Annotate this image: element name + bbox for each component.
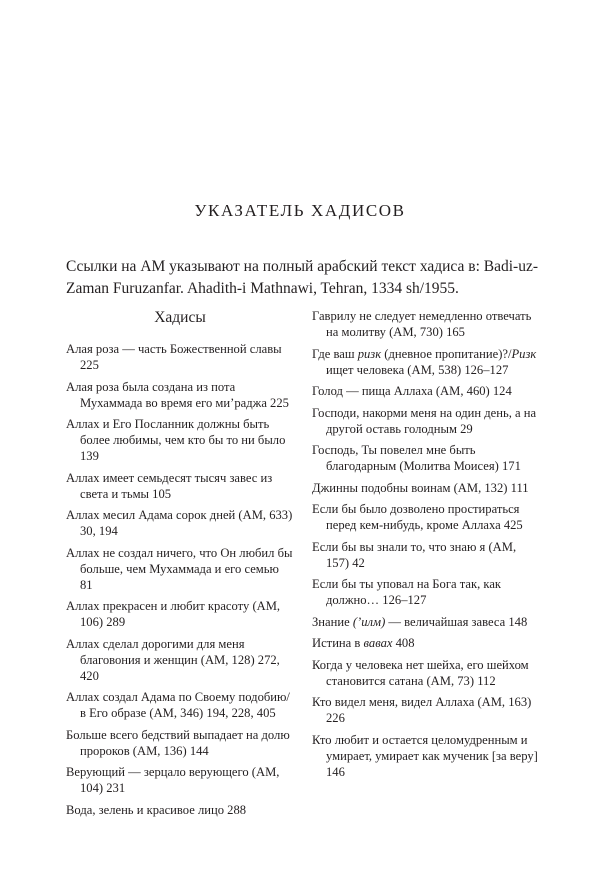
intro-paragraph: Ссылки на АМ указывают на полный арабский текст хадиса в: Badi-uz-Zaman Furuzanfar. Ahadith-i Mathnawi, Tehran, 1334 sh/1955. (66, 258, 538, 297)
index-entry: Больше всего бедствий выпадает на долю пророков (AM, 136) 144 (66, 727, 290, 758)
index-entry: Аллах сделал дорогими для меня благовония и женщин (AM, 128) 272, 420 (66, 636, 280, 683)
index-entry (312, 346, 542, 378)
entry-text: Где ваш (312, 346, 358, 361)
index-entry: Когда у человека нет шейха, его шейхом становится сатана (AM, 73) 112 (312, 657, 529, 688)
index-entry: Алая роза — часть Божественной славы 225 (66, 342, 282, 372)
entry-text: Знание (312, 614, 353, 629)
right-column (312, 308, 542, 785)
index-entry: Аллах прекрасен и любит красоту (AM, 106) 289 (66, 599, 281, 629)
entry-term-italic: ризк (357, 346, 382, 361)
section-heading: Хадисы (154, 309, 206, 326)
index-entry: Кто любит и остается целомудренным и умирает, умирает как мученик [за веру] 146 (312, 732, 538, 779)
index-entry: Аллах и Его Посланник должны быть более любимы, чем кто бы то ни было 139 (66, 417, 286, 463)
index-entry: Алая роза была создана из пота Мухаммада во время его ми’раджа 225 (66, 379, 289, 410)
index-entry (312, 635, 542, 651)
index-entry: Джинны подобны воинам (AM, 132) 111 (312, 480, 529, 495)
entry-text: (дневное пропитание)?/ (381, 346, 512, 361)
entry-text: ищет человека (AM, 538) 126–127 (326, 362, 509, 377)
index-entry: Аллах не создал ничего, что Он любил бы больше, чем Мухаммада и его семью 81 (66, 545, 293, 592)
entry-term-italic: вавах (363, 636, 393, 650)
left-column (66, 308, 294, 823)
index-entry: Вода, зелень и красивое лицо 288 (66, 802, 247, 817)
index-entry: Аллах создал Адама по Своему подобию/в Его образе (AM, 346) 194, 228, 405 (66, 690, 290, 720)
index-entry: Аллах имеет семьдесят тысяч завес из света и тьмы 105 (66, 470, 273, 501)
index-entry: Верующий — зерцало верующего (AM, 104) 231 (66, 765, 280, 795)
entry-text: — величайшая завеса 148 (385, 614, 528, 629)
index-entry: Господи, накорми меня на один день, а на другой оставь голодным 29 (312, 405, 537, 436)
entry-text: Истина в (312, 636, 364, 650)
index-entry (312, 614, 542, 630)
entry-term-italic: (’илм) (352, 614, 386, 629)
entry-text: 408 (392, 636, 415, 650)
entry-term-italic: Ризк (511, 346, 537, 361)
index-entry: Если бы вы знали то, что знаю я (AM, 157) 42 (312, 539, 517, 570)
index-entry: Если бы ты уповал на Бога так, как должно… 126–127 (312, 577, 502, 607)
page-title: УКАЗАТЕЛЬ ХАДИСОВ (194, 201, 406, 220)
index-entry: Гаврилу не следует немедленно отвечать на молитву (AM, 730) 165 (312, 309, 532, 339)
index-entry: Аллах месил Адама сорок дней (AM, 633) 30, 194 (66, 508, 293, 538)
index-entry: Голод — пища Аллаха (AM, 460) 124 (312, 384, 512, 398)
index-entry: Если бы было дозволено простираться перед кем-нибудь, кроме Аллаха 425 (312, 502, 523, 532)
index-entry: Господь, Ты повелел мне быть благодарным (Молитва Моисея) 171 (312, 443, 521, 473)
index-entry: Кто видел меня, видел Аллаха (AM, 163) 226 (312, 695, 532, 725)
